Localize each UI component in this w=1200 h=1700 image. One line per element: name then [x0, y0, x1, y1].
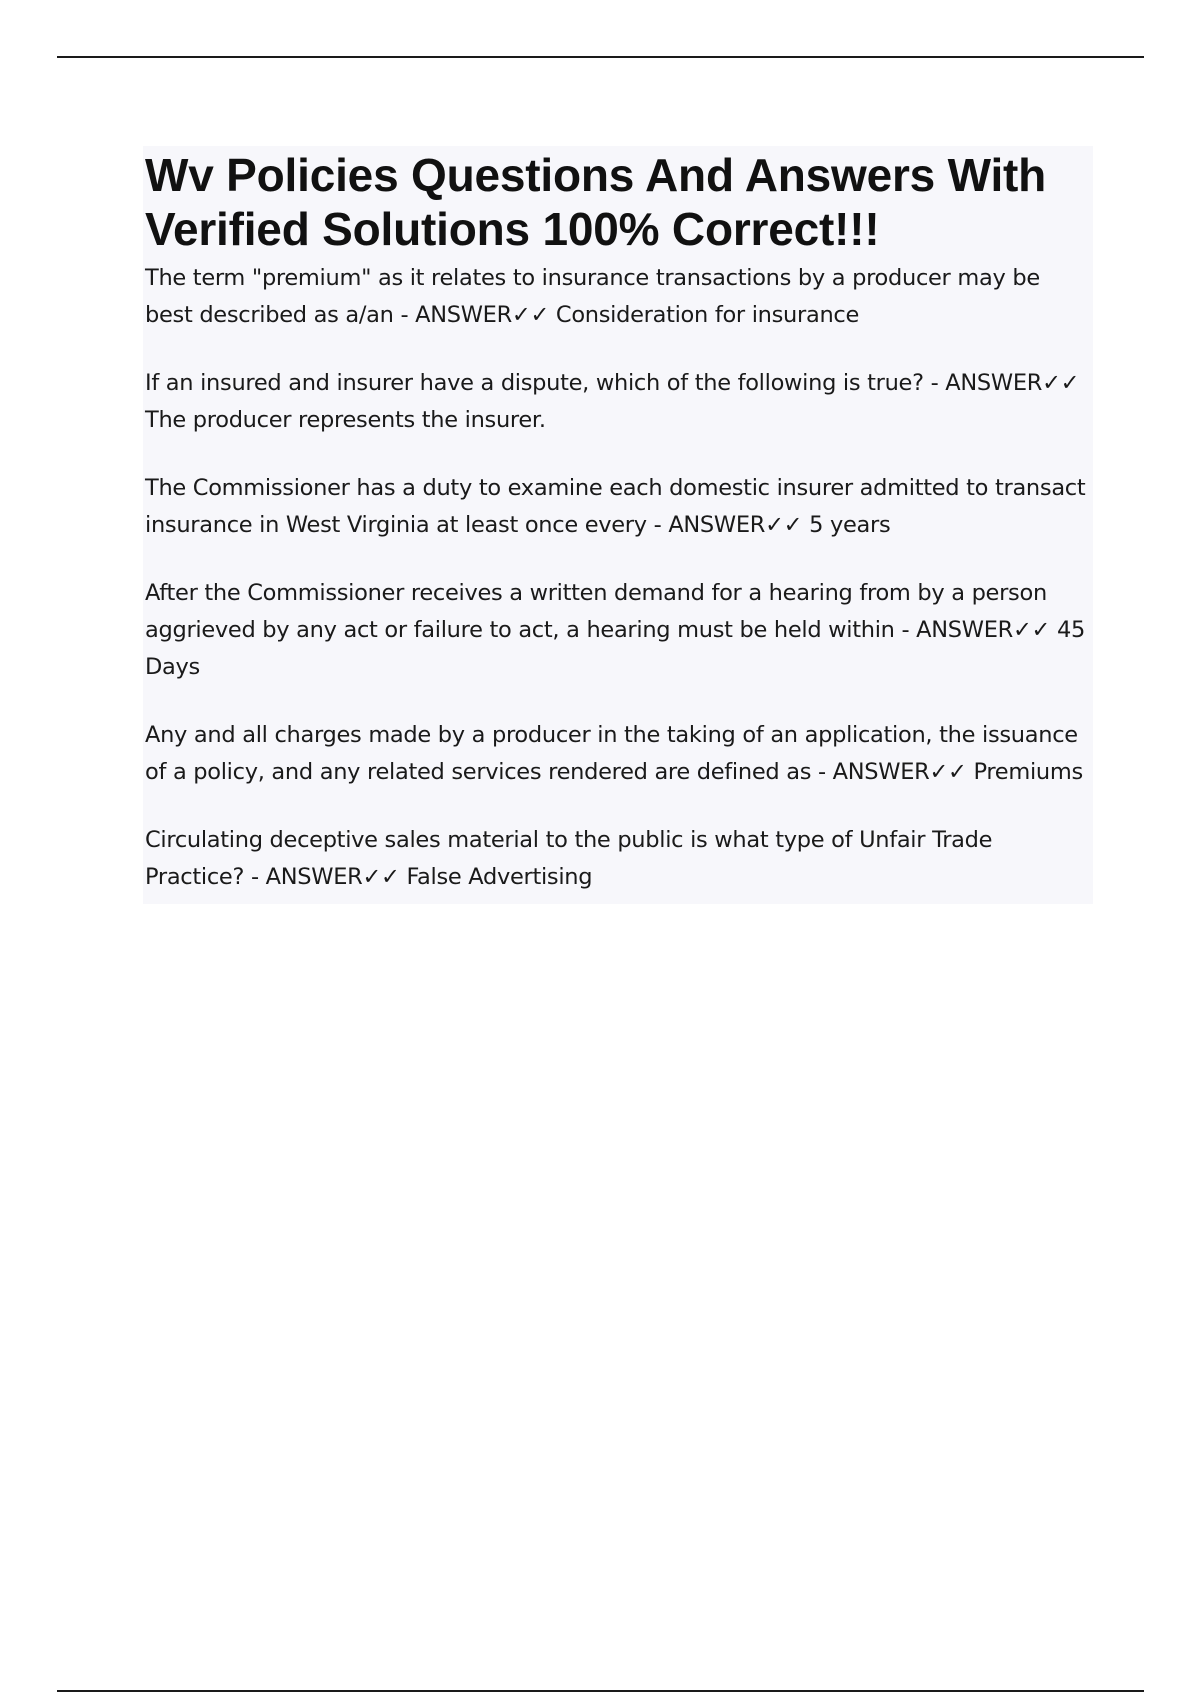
answer-text: The producer represents the insurer.	[145, 407, 546, 433]
qa-list	[145, 260, 1093, 896]
footer-rule	[57, 1690, 1144, 1692]
qa-item: The Commissioner has a duty to examine each domestic insurer admitted to transact insurance in West Virginia at least once every - ANSWER✓✓ 5 years	[145, 475, 1093, 538]
qa-item: Circulating deceptive sales material to the public is what type of Unfair Trade Practice? - ANSWER✓✓ False Advertising	[145, 827, 1000, 890]
answer-text: 45 Days	[145, 617, 1085, 680]
header-rule	[57, 56, 1144, 58]
question-text: After the Commissioner receives a written demand for a hearing from by a person aggrieved by any act or failure to act, a hearing must be held within	[145, 580, 1054, 643]
document-content	[143, 146, 1093, 904]
question-text: Circulating deceptive sales material to the public is what type of Unfair Trade Practice?	[145, 827, 1000, 890]
qa-item: The term "premium" as it relates to insurance transactions by a producer may be best described as a/an - ANSWER✓✓ Consideration for insurance	[145, 265, 1047, 328]
question-text: The Commissioner has a duty to examine each domestic insurer admitted to transact insurance in West Virginia at least once every	[145, 475, 1093, 538]
answer-marker: ANSWER✓✓	[945, 370, 1080, 396]
answer-marker: ANSWER✓✓	[415, 302, 550, 328]
answer-text: 5 years	[809, 512, 891, 538]
answer-marker: ANSWER✓✓	[668, 512, 803, 538]
answer-text: Consideration for insurance	[555, 302, 860, 328]
answer-marker: ANSWER✓✓	[832, 759, 967, 785]
answer-marker: ANSWER✓✓	[916, 617, 1051, 643]
qa-item: If an insured and insurer have a dispute, which of the following is true? - ANSWER✓✓ The producer represents the insurer.	[145, 370, 1080, 433]
document-title: Wv Policies Questions And Answers With Verified Solutions 100% Correct!!!	[145, 149, 1047, 255]
qa-item: Any and all charges made by a producer in the taking of an application, the issuance of a policy, and any related services rendered are defined as - ANSWER✓✓ Premiums	[145, 722, 1085, 785]
question-text: The term "premium" as it relates to insurance transactions by a producer may be best described as a/an	[145, 265, 1047, 328]
question-text: Any and all charges made by a producer in the taking of an application, the issuance of a policy, and any related services rendered are defined as	[145, 722, 1085, 785]
answer-marker: ANSWER✓✓	[265, 864, 400, 890]
answer-text: Premiums	[973, 759, 1083, 785]
qa-item: After the Commissioner receives a written demand for a hearing from by a person aggrieved by any act or failure to act, a hearing must be held within - ANSWER✓✓ 45 Days	[145, 580, 1085, 680]
question-text: If an insured and insurer have a dispute, which of the following is true?	[145, 370, 924, 396]
answer-text: False Advertising	[406, 864, 593, 890]
